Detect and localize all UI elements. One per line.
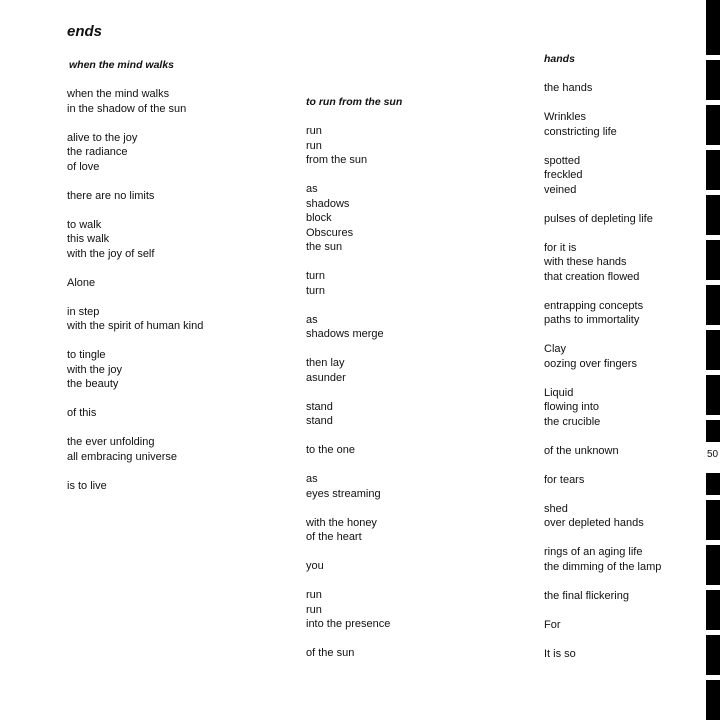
poem-line: entrapping concepts: [544, 299, 644, 312]
poem-line: of love: [67, 160, 100, 173]
poem-line: constricting life: [544, 125, 617, 138]
poem-line: spotted: [544, 154, 581, 167]
edge-tab-gap: [706, 630, 720, 635]
poem-when-the-mind-walks: [69, 58, 229, 493]
poem-line: turn: [306, 270, 325, 282]
poem-line: as: [306, 313, 318, 326]
poem-line: with these hands: [544, 256, 627, 268]
poem-line: with the joy of self: [67, 247, 155, 260]
stanza-break: [544, 574, 704, 589]
poem-line: shadows: [306, 197, 350, 210]
stanza-break: [69, 203, 229, 218]
poem-line: with the joy: [67, 363, 123, 376]
poem-title: when the mind walks: [69, 59, 175, 71]
edge-tab-gap: [706, 585, 720, 590]
poem-line: stand: [306, 400, 333, 413]
poem-line: shed: [544, 502, 568, 515]
stanza-break: [69, 334, 229, 349]
page-edge-index-strip: [706, 0, 720, 720]
poem-line: of the sun: [306, 647, 355, 659]
stanza-break: [306, 385, 466, 400]
poem-title: hands: [544, 53, 575, 65]
edge-tab-gap: [706, 675, 720, 680]
edge-tab-gap: [706, 145, 720, 150]
poem-line: as: [306, 473, 318, 485]
edge-tab-gap: [706, 468, 720, 473]
poem-line: veined: [544, 183, 577, 196]
poem-line: paths to immortality: [544, 314, 640, 326]
poem-line: Wrinkles: [544, 111, 586, 123]
stanza-break: [544, 429, 704, 444]
poem-line: the sun: [306, 241, 343, 253]
poem-line: in the shadow of the sun: [67, 102, 187, 115]
stanza-break: [306, 458, 466, 473]
page-heading: ends: [67, 23, 103, 40]
poem-line: run: [306, 589, 322, 601]
poem-line: shadows merge: [306, 328, 384, 340]
poem-line: to the one: [306, 444, 355, 456]
poem-line: rings of an aging life: [544, 546, 643, 558]
poem-line: Obscures: [306, 226, 354, 239]
stanza-break: [69, 261, 229, 276]
poem-line: in step: [67, 305, 100, 318]
stanza-break: [544, 371, 704, 386]
stanza-break: [544, 487, 704, 502]
stanza-break: [306, 298, 466, 313]
stanza-break: [544, 632, 704, 647]
poem-line: of this: [67, 407, 97, 419]
poem-line: is to live: [67, 479, 107, 492]
stanza-break: [69, 392, 229, 407]
poem-line: over depleted hands: [544, 517, 644, 529]
poem-line: eyes streaming: [306, 487, 381, 500]
poem-line: It is so: [544, 647, 576, 660]
edge-tab-gap: [706, 55, 720, 60]
poem-line: when the mind walks: [67, 88, 170, 100]
poem-line: this walk: [67, 233, 110, 245]
poem-line: the final flickering: [544, 589, 629, 602]
poem-line: run: [306, 125, 322, 137]
poem-line: flowing into: [544, 401, 600, 413]
stanza-break: [544, 284, 704, 299]
stanza-break: [544, 328, 704, 343]
poem-line: asunder: [306, 371, 346, 384]
poem-line: Clay: [544, 343, 567, 355]
title-spacer: [544, 67, 704, 82]
edge-tab-gap: [706, 415, 720, 420]
poem-line: the dimming of the lamp: [544, 560, 662, 573]
stanza-break: [69, 116, 229, 131]
edge-tab-gap: [706, 325, 720, 330]
poem-line: stand: [306, 415, 333, 427]
stanza-break: [69, 464, 229, 479]
poem-line: for it is: [544, 241, 577, 254]
poem-line: all embracing universe: [67, 450, 178, 463]
poem-line: you: [306, 560, 324, 572]
title-spacer: [69, 73, 229, 88]
stanza-break: [306, 632, 466, 647]
stanza-break: [306, 545, 466, 560]
edge-tab-gap: [706, 190, 720, 195]
poem-line: block: [306, 212, 332, 224]
poem-line: the hands: [544, 82, 593, 94]
poem-line: turn: [306, 284, 325, 297]
stanza-break: [544, 458, 704, 473]
stanza-break: [306, 342, 466, 357]
stanza-break: [69, 421, 229, 436]
stanza-break: [69, 174, 229, 189]
poem-line: freckled: [544, 169, 583, 181]
poem-line: the crucible: [544, 415, 601, 428]
title-spacer: [306, 110, 466, 125]
poem-line: Alone: [67, 276, 96, 289]
poem-to-run-from-the-sun: [306, 95, 466, 661]
stanza-break: [306, 501, 466, 516]
stanza-break: [544, 226, 704, 241]
poem-line: pulses of depleting life: [544, 212, 653, 225]
stanza-break: [306, 574, 466, 589]
poem-line: from the sun: [306, 154, 368, 166]
stanza-break: [306, 255, 466, 270]
page-number: 50: [707, 449, 719, 460]
poem-line: to tingle: [67, 349, 106, 361]
poem-line: that creation flowed: [544, 270, 640, 283]
stanza-break: [544, 96, 704, 111]
poem-line: there are no limits: [67, 189, 155, 202]
poem-line: run: [306, 139, 322, 152]
poem-line: the ever unfolding: [67, 436, 155, 448]
poem-line: with the honey: [306, 516, 377, 529]
stanza-break: [544, 603, 704, 618]
poem-line: the beauty: [67, 378, 119, 390]
poem-line: as: [306, 183, 318, 195]
poem-line: into the presence: [306, 618, 391, 630]
edge-tab-gap: [706, 370, 720, 375]
poem-line: of the unknown: [544, 444, 619, 457]
stanza-break: [306, 168, 466, 183]
poem-line: with the spirit of human kind: [67, 320, 204, 332]
poem-line: alive to the joy: [67, 131, 138, 144]
poem-hands: [544, 52, 704, 661]
stanza-break: [306, 429, 466, 444]
poem-line: oozing over fingers: [544, 357, 637, 370]
poem-line: of the heart: [306, 531, 362, 543]
stanza-break: [544, 197, 704, 212]
stanza-break: [69, 290, 229, 305]
poem-line: to walk: [67, 218, 102, 231]
edge-tab-gap: [706, 495, 720, 500]
poem-title: to run from the sun: [306, 96, 403, 108]
edge-tab-gap: [706, 235, 720, 240]
poem-line: Liquid: [544, 386, 574, 399]
stanza-break: [544, 531, 704, 546]
poem-line: run: [306, 603, 322, 616]
stanza-break: [544, 139, 704, 154]
poem-line: the radiance: [67, 146, 128, 158]
poem-line: then lay: [306, 357, 345, 369]
poem-line: For: [544, 618, 561, 631]
edge-tab-gap: [706, 540, 720, 545]
poem-line: for tears: [544, 473, 585, 486]
edge-tab-gap: [706, 280, 720, 285]
edge-tab-gap: [706, 100, 720, 105]
